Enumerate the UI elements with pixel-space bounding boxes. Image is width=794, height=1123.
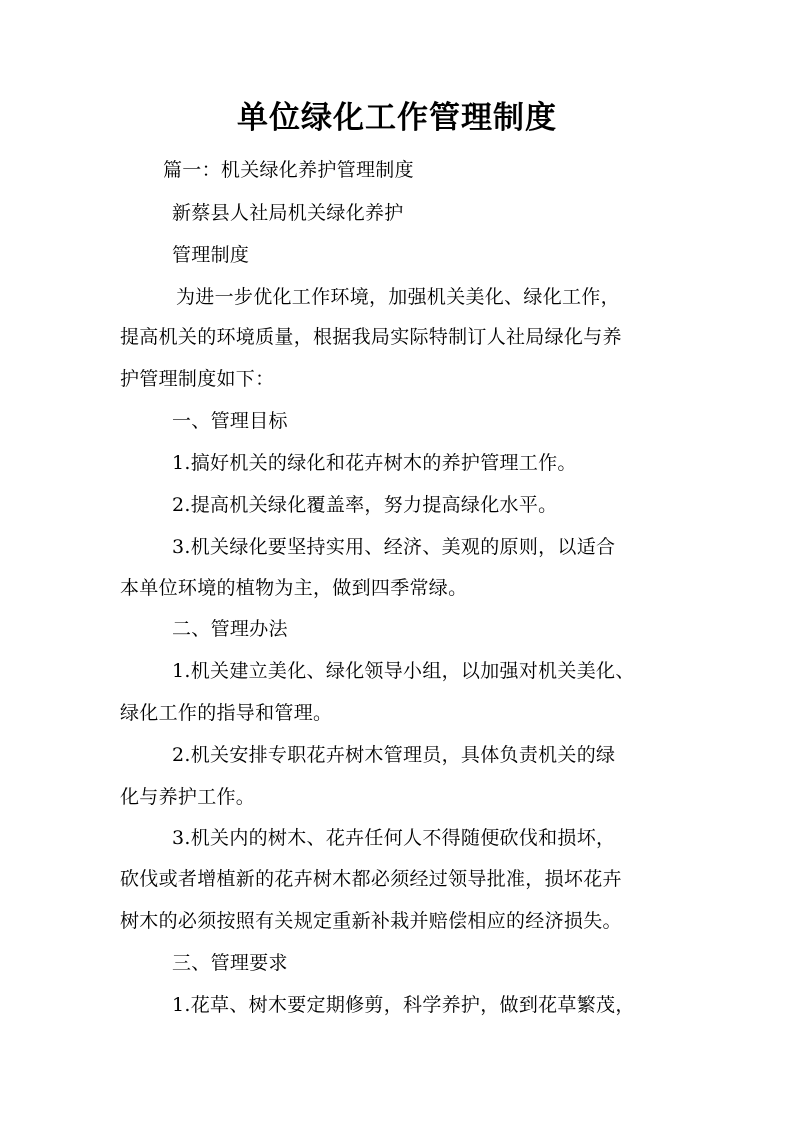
list-item: 3.机关绿化要坚持实用、经济、美观的原则，以适合	[172, 536, 616, 558]
list-item: 1.机关建立美化、绿化领导小组，以加强对机关美化、	[172, 660, 635, 682]
paragraph-line: 化与养护工作。	[120, 786, 256, 808]
paragraph-line: 树木的必须按照有关规定重新补栽并赔偿相应的经济损失。	[120, 910, 622, 932]
paragraph-line: 绿化工作的指导和管理。	[120, 702, 333, 724]
paragraph-line: 新蔡县人社局机关绿化养护	[172, 202, 404, 224]
paragraph-line: 护管理制度如下：	[120, 368, 275, 390]
section-heading: 二、管理办法	[172, 618, 288, 640]
paragraph-line: 提高机关的环境质量，根据我局实际特制订人社局绿化与养	[120, 326, 622, 348]
paragraph-line: 管理制度	[172, 244, 250, 266]
paragraph-line: 本单位环境的植物为主，做到四季常绿。	[120, 577, 468, 599]
paragraph-line: 为进一步优化工作环境，加强机关美化、绿化工作，	[176, 286, 620, 308]
document-title: 单位绿化工作管理制度	[237, 100, 557, 136]
list-item: 2.提高机关绿化覆盖率，努力提高绿化水平。	[172, 494, 558, 516]
list-item: 1.搞好机关的绿化和花卉树木的养护管理工作。	[172, 452, 577, 474]
list-item: 3.机关内的树木、花卉任何人不得随便砍伐和损坏，	[172, 827, 616, 849]
section-heading: 三、管理要求	[172, 952, 288, 974]
list-item: 2.机关安排专职花卉树木管理员，具体负责机关的绿	[172, 744, 616, 766]
list-item: 1.花草、树木要定期修剪，科学养护，做到花草繁茂，	[172, 994, 635, 1016]
section-heading: 一、管理目标	[172, 410, 288, 432]
section-heading: 篇一：机关绿化养护管理制度	[163, 159, 414, 181]
paragraph-line: 砍伐或者增植新的花卉树木都必须经过领导批准，损坏花卉	[120, 868, 622, 890]
